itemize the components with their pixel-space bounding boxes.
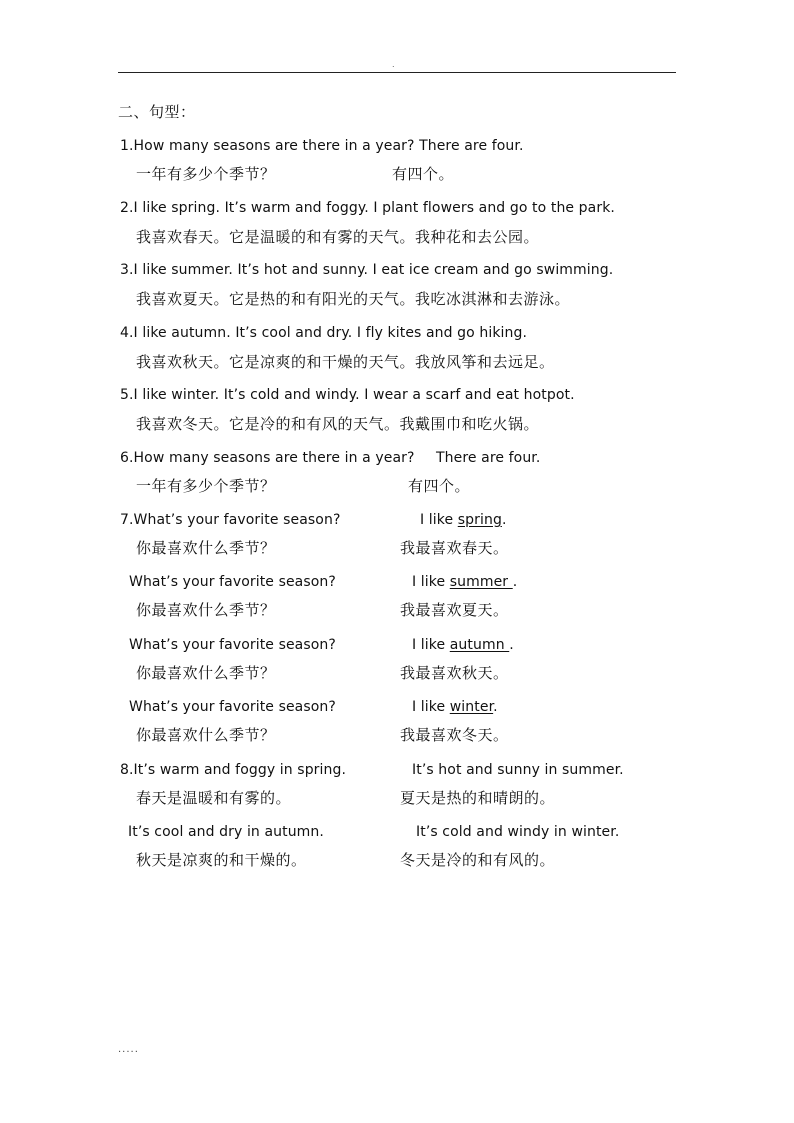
sentence-3-cn: 我喜欢夏天。它是热的和有阳光的天气。我吃冰淇淋和去游泳。 bbox=[136, 290, 571, 308]
answer-period: . bbox=[509, 637, 514, 653]
favorite-question-3: What’s your favorite season? bbox=[129, 637, 336, 653]
favorite-question-4: What’s your favorite season? bbox=[129, 699, 336, 715]
sentence-6-cn-question: 一年有多少个季节？ bbox=[136, 477, 276, 495]
favorite-answer-cn-1: 我最喜欢春天。 bbox=[400, 539, 509, 557]
sentence-4-en: 4.I like autumn. It’s cool and dry. I fly kites and go hiking. bbox=[120, 325, 528, 341]
weather-summer-en: It’s hot and sunny in summer. bbox=[412, 762, 624, 778]
weather-autumn-cn: 秋天是凉爽的和干燥的。 bbox=[136, 851, 307, 869]
favorite-answer-2 bbox=[412, 573, 517, 591]
favorite-question-cn-1: 你最喜欢什么季节？ bbox=[136, 539, 276, 557]
season-spring: spring bbox=[457, 512, 502, 528]
favorite-answer-cn-3: 我最喜欢秋天。 bbox=[400, 664, 509, 682]
header-rule bbox=[118, 72, 676, 73]
sentence-1-en: 1.How many seasons are there in a year? There are four. bbox=[120, 138, 524, 154]
favorite-question-cn-2: 你最喜欢什么季节？ bbox=[136, 601, 276, 619]
sentence-4-cn: 我喜欢秋天。它是凉爽的和干燥的天气。我放风筝和去远足。 bbox=[136, 353, 555, 371]
weather-autumn-en: It’s cool and dry in autumn. bbox=[128, 824, 324, 840]
footer-dots: ..... bbox=[118, 1044, 139, 1055]
sentence-1-cn-answer: 有四个。 bbox=[392, 165, 455, 183]
sentence-6-en-answer: There are four. bbox=[436, 450, 541, 466]
season-autumn: autumn bbox=[449, 637, 510, 653]
favorite-answer-3 bbox=[412, 636, 514, 654]
sentence-5-cn: 我喜欢冬天。它是冷的和有风的天气。我戴围巾和吃火锅。 bbox=[136, 415, 540, 433]
section-title: 二、句型： bbox=[118, 103, 196, 121]
favorite-question-cn-4: 你最喜欢什么季节？ bbox=[136, 726, 276, 744]
favorite-question-cn-3: 你最喜欢什么季节？ bbox=[136, 664, 276, 682]
i-like-label: I like bbox=[412, 637, 446, 653]
favorite-question-2: What’s your favorite season? bbox=[129, 574, 336, 590]
sentence-5-en: 5.I like winter. It’s cold and windy. I wear a scarf and eat hotpot. bbox=[120, 387, 575, 403]
i-like-label: I like bbox=[420, 512, 454, 528]
season-winter: winter bbox=[449, 699, 494, 715]
favorite-question-1: 7.What’s your favorite season? bbox=[120, 512, 341, 528]
sentence-6-cn-answer: 有四个。 bbox=[408, 477, 471, 495]
i-like-label: I like bbox=[412, 574, 446, 590]
weather-spring-cn: 春天是温暖和有雾的。 bbox=[136, 789, 292, 807]
i-like-label: I like bbox=[412, 699, 446, 715]
favorite-answer-cn-2: 我最喜欢夏天。 bbox=[400, 601, 509, 619]
sentence-2-cn: 我喜欢春天。它是温暖的和有雾的天气。我种花和去公园。 bbox=[136, 228, 540, 246]
sentence-6-en-question: 6.How many seasons are there in a year? bbox=[120, 450, 415, 466]
weather-spring-en: 8.It’s warm and foggy in spring. bbox=[120, 762, 347, 778]
favorite-answer-cn-4: 我最喜欢冬天。 bbox=[400, 726, 509, 744]
season-summer: summer bbox=[449, 574, 513, 590]
weather-winter-cn: 冬天是冷的和有风的。 bbox=[400, 851, 556, 869]
favorite-answer-4 bbox=[412, 698, 498, 716]
favorite-answer-1 bbox=[420, 511, 507, 529]
sentence-3-en: 3.I like summer. It’s hot and sunny. I eat ice cream and go swimming. bbox=[120, 262, 614, 278]
answer-period: . bbox=[501, 512, 507, 528]
answer-period: . bbox=[493, 699, 498, 715]
sentence-2-en: 2.I like spring. It’s warm and foggy. I plant flowers and go to the park. bbox=[120, 200, 615, 216]
header-dot: . bbox=[392, 60, 395, 69]
weather-winter-en: It’s cold and windy in winter. bbox=[416, 824, 620, 840]
answer-period: . bbox=[512, 574, 518, 590]
weather-summer-cn: 夏天是热的和晴朗的。 bbox=[400, 789, 556, 807]
sentence-1-cn-question: 一年有多少个季节？ bbox=[136, 165, 276, 183]
